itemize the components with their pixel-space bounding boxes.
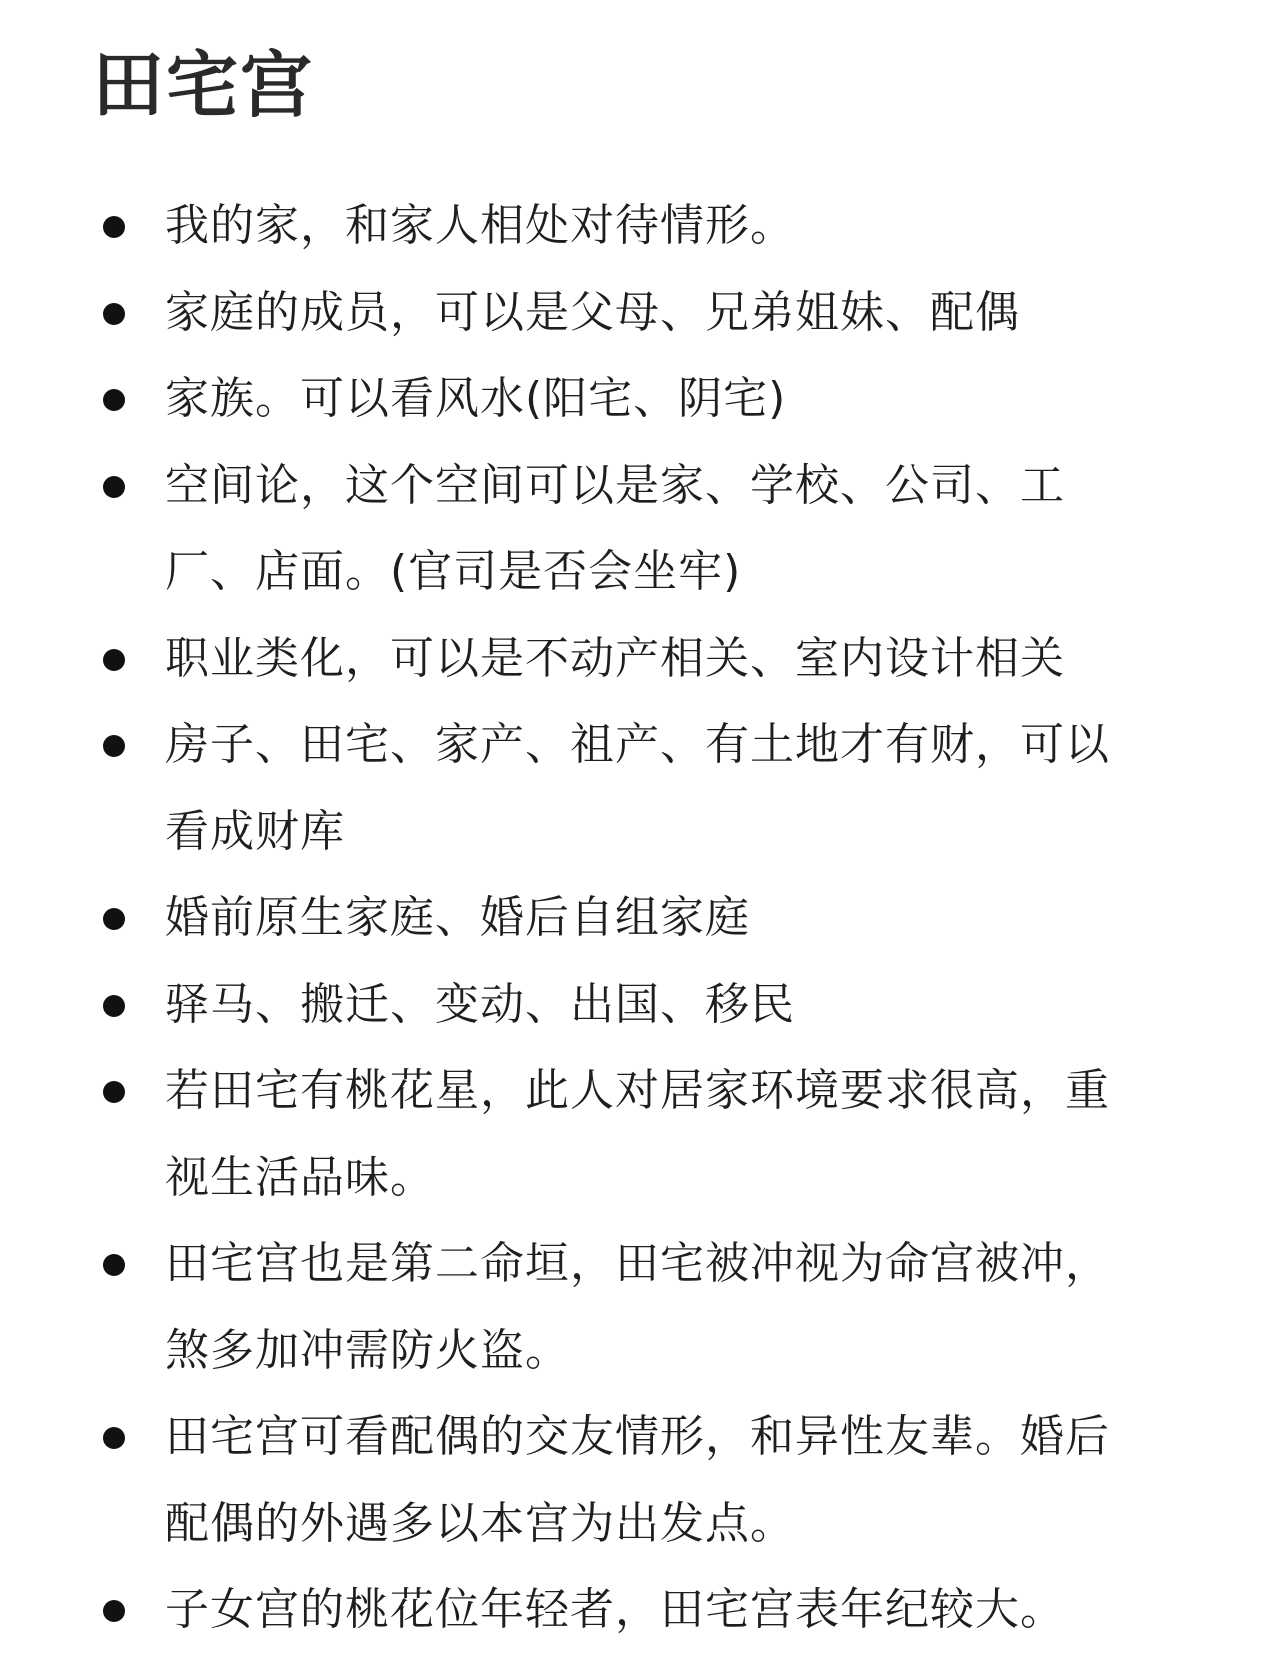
- list-item-line: 看成财库: [165, 805, 345, 857]
- bullet-list: [0, 183, 1280, 1654]
- list-item: [0, 616, 1280, 703]
- bullet-dot-icon: [103, 1600, 125, 1622]
- page-title: 田宅宫: [92, 43, 315, 127]
- list-item-line: 煞多加冲需防火盗。: [165, 1324, 570, 1376]
- bullet-dot-icon: [103, 649, 125, 671]
- bullet-dot-icon: [103, 1081, 125, 1103]
- bullet-dot-icon: [103, 1427, 125, 1449]
- list-item: [0, 270, 1280, 357]
- list-item: [0, 443, 1280, 616]
- list-item-line: 配偶的外遇多以本宫为出发点。: [165, 1497, 795, 1549]
- list-item: [0, 1567, 1280, 1654]
- list-item-line: 家族。可以看风水(阳宅、阴宅): [165, 373, 787, 424]
- list-item-line: 我的家，和家人相处对待情形。: [165, 200, 795, 251]
- list-item: [0, 875, 1280, 962]
- bullet-dot-icon: [103, 735, 125, 757]
- list-item-line: 田宅宫也是第二命垣，田宅被冲视为命宫被冲，: [165, 1238, 1110, 1289]
- list-item: [0, 1221, 1280, 1394]
- list-item-line: 若田宅有桃花星，此人对居家环境要求很高，重: [165, 1065, 1110, 1116]
- list-item-line: 家庭的成员，可以是父母、兄弟姐妹、配偶: [165, 286, 1020, 338]
- list-item-line: 婚前原生家庭、婚后自组家庭: [165, 892, 750, 943]
- list-item: [0, 702, 1280, 875]
- list-item-line: 厂、店面。(官司是否会坐牢): [165, 546, 742, 597]
- list-item: [0, 183, 1280, 270]
- bullet-dot-icon: [103, 476, 125, 498]
- bullet-dot-icon: [103, 995, 125, 1017]
- list-item-line: 田宅宫可看配偶的交友情形，和异性友辈。婚后: [165, 1411, 1110, 1462]
- list-item: [0, 1394, 1280, 1567]
- list-item-line: 子女宫的桃花位年轻者，田宅宫表年纪较大。: [165, 1584, 1065, 1635]
- bullet-dot-icon: [103, 389, 125, 411]
- list-item: [0, 962, 1280, 1049]
- list-item: [0, 356, 1280, 443]
- bullet-dot-icon: [103, 216, 125, 238]
- list-item-line: 房子、田宅、家产、祖产、有土地才有财，可以: [165, 719, 1110, 770]
- list-item-line: 驿马、搬迁、变动、出国、移民: [165, 978, 795, 1030]
- list-item-line: 视生活品味。: [165, 1151, 435, 1203]
- bullet-dot-icon: [103, 908, 125, 930]
- bullet-dot-icon: [103, 1254, 125, 1276]
- list-item: [0, 1048, 1280, 1221]
- bullet-dot-icon: [103, 303, 125, 325]
- list-item-line: 空间论，这个空间可以是家、学校、公司、工: [165, 459, 1065, 511]
- list-item-line: 职业类化，可以是不动产相关、室内设计相关: [165, 632, 1065, 684]
